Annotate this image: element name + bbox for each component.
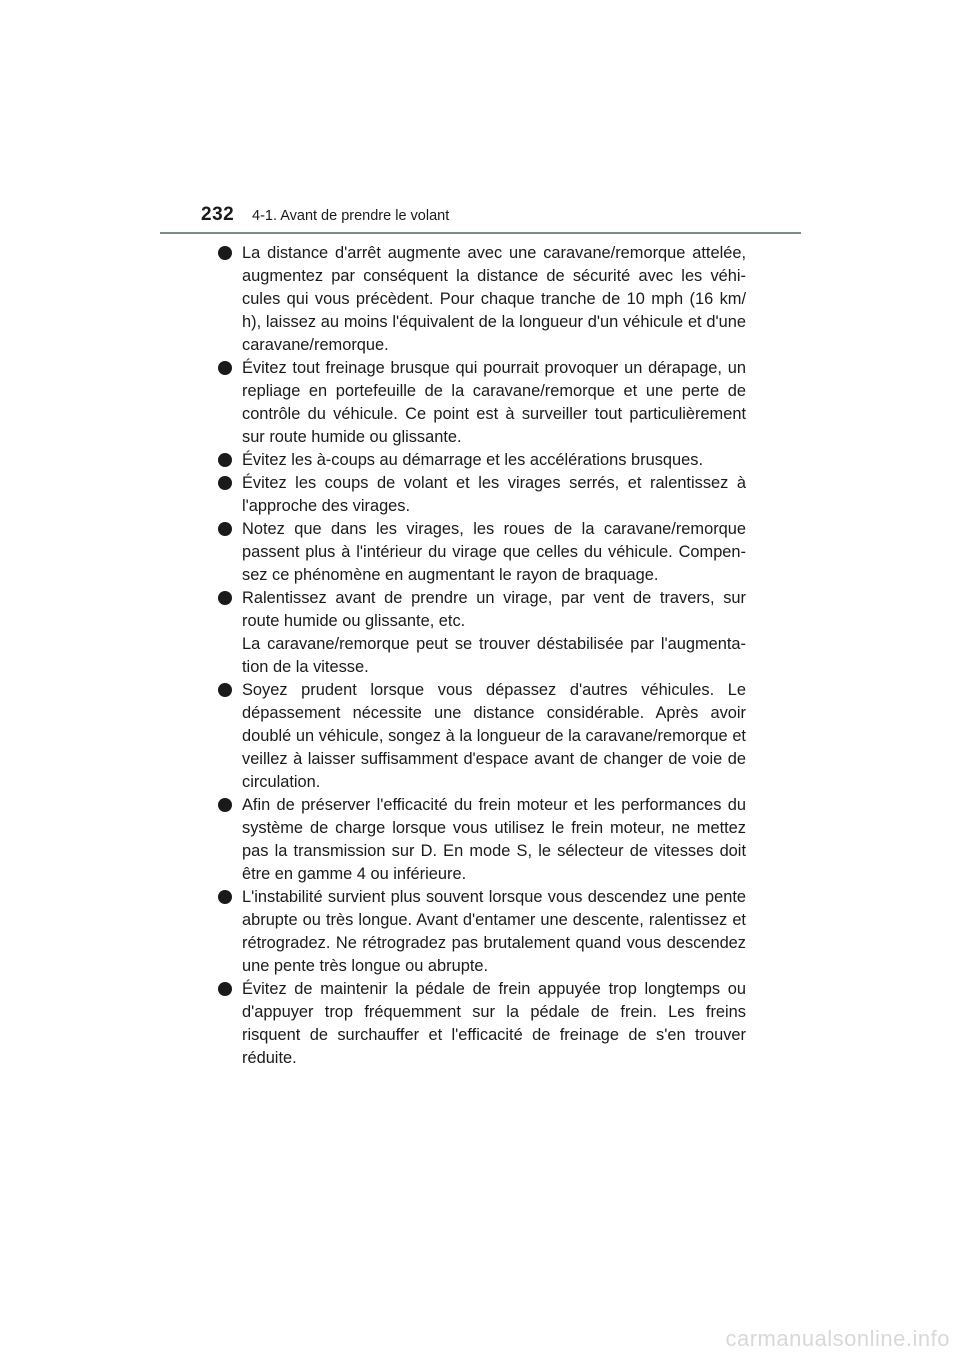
bullet-text: Ralentissez avant de prendre un virage, par vent de travers, sur route humide ou glissante, etc. xyxy=(242,589,746,630)
bullet-text: Évitez tout freinage brusque qui pourrait provoquer un dérapage, un repliage en portefeuille de la caravane/remorque et une perte de contrôle du véhicule. Ce point est à surveiller tout particulièrement sur route humide ou glissante. xyxy=(242,359,746,446)
bullet-icon xyxy=(218,453,232,467)
bullet-text: L'instabilité survient plus souvent lorsque vous descendez une pente abrupte ou très longue. Avant d'entamer une descente, ralentissez et rétrogradez. Ne rétrogradez pas brutalement quand vous descendez une pente très longue ou abrupte. xyxy=(242,888,746,975)
bullet-icon xyxy=(218,476,232,490)
list-item xyxy=(218,679,746,794)
header-divider xyxy=(160,232,801,234)
list-item xyxy=(218,886,746,978)
bullet-icon xyxy=(218,982,232,996)
bullet-list xyxy=(218,242,746,1070)
bullet-icon xyxy=(218,246,232,260)
list-item xyxy=(218,449,746,472)
bullet-icon xyxy=(218,522,232,536)
bullet-text: Soyez prudent lorsque vous dépassez d'autres véhicules. Le dépassement nécessite une distance considérable. Après avoir doublé un véhicule, songez à la longueur de la caravane/remorque et veillez à laisser suffisamment d'espace avant de changer de voie de circulation. xyxy=(242,681,746,791)
bullet-text-continuation: La caravane/remorque peut se trouver déstabilisée par l'augmenta-tion de la vitesse. xyxy=(242,635,746,676)
list-item xyxy=(218,242,746,357)
bullet-text: La distance d'arrêt augmente avec une caravane/remorque attelée, augmentez par conséquent la distance de sécurité avec les véhi-cules qui vous précèdent. Pour chaque tranche de 10 mph (16 km/ h), laissez au moins l'équivalent de la longueur d'un véhicule et d'une caravane/remorque. xyxy=(242,244,746,354)
bullet-text: Évitez les coups de volant et les virages serrés, et ralentissez à l'approche des virages. xyxy=(242,474,746,515)
list-item xyxy=(218,518,746,587)
list-item xyxy=(218,357,746,449)
bullet-text: Évitez de maintenir la pédale de frein appuyée trop longtemps ou d'appuyer trop fréquemment sur la pédale de frein. Les freins risquent de surchauffer et l'efficacité de freinage de s'en trouver réduite. xyxy=(242,980,746,1067)
bullet-text: Notez que dans les virages, les roues de la caravane/remorque passent plus à l'intérieur du virage que celles du véhicule. Compen-sez ce phénomène en augmentant le rayon de braquage. xyxy=(242,520,746,584)
page-content xyxy=(218,242,746,1070)
page-header xyxy=(0,0,960,240)
bullet-icon xyxy=(218,798,232,812)
page-number: 232 xyxy=(201,204,235,225)
list-item xyxy=(218,472,746,518)
bullet-icon xyxy=(218,361,232,375)
bullet-icon xyxy=(218,591,232,605)
bullet-text: Évitez les à-coups au démarrage et les accélérations brusques. xyxy=(242,451,704,469)
bullet-icon xyxy=(218,683,232,697)
list-item xyxy=(218,978,746,1070)
list-item xyxy=(218,794,746,886)
bullet-icon xyxy=(218,890,232,904)
site-watermark: carmanualsonline.info xyxy=(725,1326,950,1351)
section-title: 4-1. Avant de prendre le volant xyxy=(252,208,450,224)
list-item xyxy=(218,587,746,679)
bullet-text: Afin de préserver l'efficacité du frein moteur et les performances du système de charge lorsque vous utilisez le frein moteur, ne mettez pas la transmission sur D. En mode S, le sélecteur de vitesses doit être en gamme 4 ou inférieure. xyxy=(242,796,746,883)
